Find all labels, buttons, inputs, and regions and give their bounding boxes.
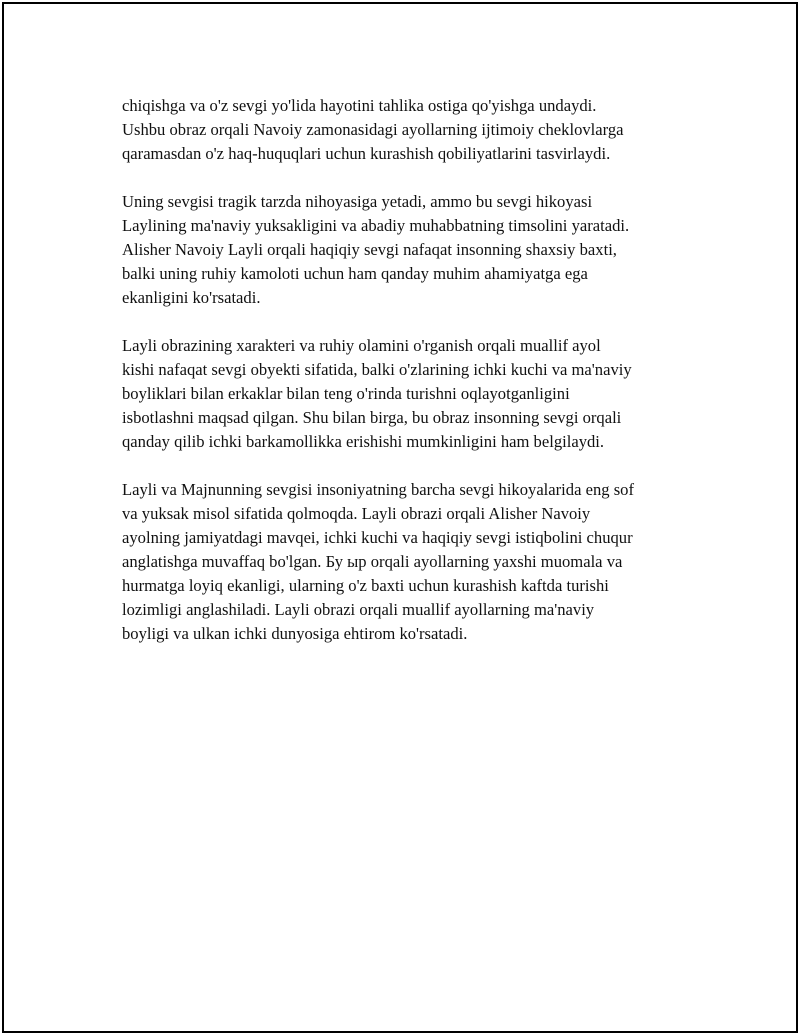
text-line: va yuksak misol sifatida qolmoqda. Layli obrazi orqali Alisher Navoiy xyxy=(122,504,591,523)
paragraph-3 xyxy=(122,334,702,454)
text-line: boyligi va ulkan ichki dunyosiga ehtirom ko'rsatadi. xyxy=(122,624,468,643)
text-line: ayolning jamiyatdagi mavqei, ichki kuchi va haqiqiy sevgi istiqbolini chuqur xyxy=(122,528,633,547)
page-frame xyxy=(2,2,798,1033)
text-line: lozimligi anglashiladi. Layli obrazi orqali muallif ayollarning ma'naviy xyxy=(122,600,595,619)
text-line: chiqishga va o'z sevgi yo'lida hayotini tahlika ostiga qo'yishga undaydi. xyxy=(122,96,597,115)
text-line: Laylining ma'naviy yuksakligini va abadiy muhabbatning timsolini yaratadi. xyxy=(122,216,630,235)
text-line: qanday qilib ichki barkamollikka erishishi mumkinligini ham belgilaydi. xyxy=(122,432,605,451)
paragraph-1 xyxy=(122,94,702,166)
text-line: qaramasdan o'z haq-huquqlari uchun kurashish qobiliyatlarini tasvirlaydi. xyxy=(122,144,611,163)
text-line: anglatishga muvaffaq bo'lgan. Бу ыр orqali ayollarning yaxshi muomala va xyxy=(122,552,623,571)
text-line: Layli obrazining xarakteri va ruhiy olamini o'rganish orqali muallif ayol xyxy=(122,336,601,355)
text-line: Uning sevgisi tragik tarzda nihoyasiga yetadi, ammo bu sevgi hikoyasi xyxy=(122,192,593,211)
text-line: Alisher Navoiy Layli orqali haqiqiy sevgi nafaqat insonning shaxsiy baxti, xyxy=(122,240,617,259)
text-line: Ushbu obraz orqali Navoiy zamonasidagi ayollarning ijtimoiy cheklovlarga xyxy=(122,120,624,139)
text-line: isbotlashni maqsad qilgan. Shu bilan birga, bu obraz insonning sevgi orqali xyxy=(122,408,622,427)
text-line: hurmatga loyiq ekanligi, ularning o'z baxti uchun kurashish kaftda turishi xyxy=(122,576,609,595)
document-body xyxy=(122,94,702,670)
text-line: boyliklari bilan erkaklar bilan teng o'rinda turishni oqlayotganligini xyxy=(122,384,570,403)
text-line: ekanligini ko'rsatadi. xyxy=(122,288,261,307)
text-line: Layli va Majnunning sevgisi insoniyatning barcha sevgi hikoyalarida eng sof xyxy=(122,480,634,499)
paragraph-4 xyxy=(122,478,702,646)
text-line: kishi nafaqat sevgi obyekti sifatida, balki o'zlarining ichki kuchi va ma'naviy xyxy=(122,360,632,379)
paragraph-2 xyxy=(122,190,702,310)
text-line: balki uning ruhiy kamoloti uchun ham qanday muhim ahamiyatga ega xyxy=(122,264,588,283)
